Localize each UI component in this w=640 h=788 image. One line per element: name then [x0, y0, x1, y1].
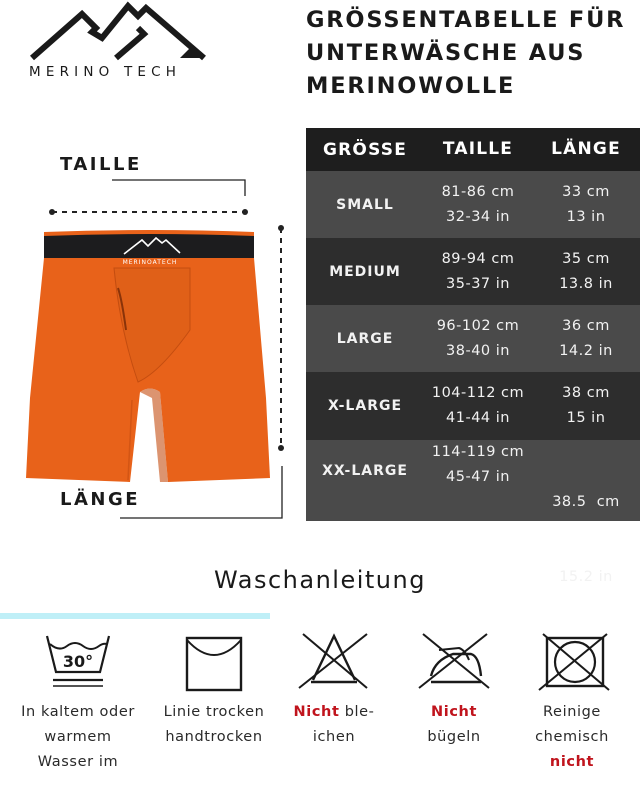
waist-in: 41-44 in [446, 410, 510, 426]
no-bleach-icon [289, 630, 379, 690]
waist-in: 32-34 in [446, 208, 510, 225]
waist-leader-line [112, 180, 245, 196]
care-item-no-dry-clean [508, 630, 636, 775]
size-cell: SMALL [336, 196, 394, 213]
header-waist: TAILLE [442, 139, 514, 159]
care-text-line: In kaltem oder [21, 704, 135, 720]
care-item-no-iron [390, 630, 518, 750]
warning-text: Nicht [431, 704, 477, 720]
size-cell: LARGE [336, 330, 394, 347]
length-in: 15 in [566, 410, 606, 426]
svg-text:MERINOATECH: MERINOATECH [122, 259, 178, 266]
table-row [306, 372, 640, 440]
no-iron-icon [409, 630, 499, 690]
care-text-rest: ble- [339, 704, 375, 720]
waist-cm: 89-94 cm [441, 250, 515, 267]
care-text-line: handtrocken [165, 729, 263, 745]
waist-cm: 114-119 cm [431, 444, 525, 460]
table-row [306, 440, 640, 585]
length-in: 14.2 in [559, 342, 613, 359]
waist-cm: 81-86 cm [441, 183, 515, 200]
waist-in: 35-37 in [446, 275, 510, 292]
care-text-line: ichen [312, 729, 356, 745]
length-cm: 38.5 cm [552, 494, 620, 510]
boxer-brief-illustration [0, 140, 300, 520]
care-text [14, 700, 142, 775]
waist-cell [424, 180, 532, 230]
care-text-line: bügeln [427, 729, 481, 745]
waist-cell [424, 247, 532, 297]
care-text-line: warmem [44, 729, 112, 745]
length-cell [532, 180, 640, 230]
waist-cm: 96-102 cm [436, 317, 520, 334]
care-item-line-dry [150, 630, 278, 750]
size-cell: X-LARGE [327, 398, 403, 414]
length-cell [532, 314, 640, 364]
warning-text: nicht [549, 754, 595, 770]
waist-cm: 104-112 cm [431, 385, 525, 401]
mountain-logo-icon [30, 2, 210, 60]
length-in: 13.8 in [559, 275, 613, 292]
wash-30-gentle-icon [43, 630, 113, 690]
care-text [270, 700, 398, 750]
wash-instructions-title: Waschanleitung [214, 566, 426, 594]
waist-in: 45-47 in [446, 469, 510, 485]
size-cell: MEDIUM [329, 263, 401, 280]
waist-in: 38-40 in [446, 342, 510, 359]
care-text-line [270, 700, 398, 725]
care-text-line: Wasser im [37, 754, 119, 770]
header-length: LÄNGE [551, 139, 621, 159]
care-text [508, 700, 636, 775]
length-cell [532, 247, 640, 297]
length-in: 15.2 in [559, 569, 613, 585]
care-item-no-bleach [270, 630, 398, 750]
care-text [390, 700, 518, 750]
brand-logo [28, 2, 208, 80]
length-cm: 33 cm [562, 183, 610, 200]
svg-text:30°: 30° [62, 652, 94, 671]
care-text-line: Reinige [543, 704, 601, 720]
title-line-3: MERINOWOLLE [306, 73, 516, 99]
size-table [306, 128, 640, 585]
length-cell [532, 381, 640, 431]
title-line-2: UNTERWÄSCHE AUS [306, 40, 586, 66]
brand-name: MERINO TECH [29, 64, 182, 80]
care-text-line: Linie trocken [163, 704, 265, 720]
care-text [150, 700, 278, 750]
table-row [306, 171, 640, 238]
length-cell [532, 440, 640, 640]
warning-text: Nicht [293, 704, 340, 720]
length-cm: 35 cm [562, 250, 610, 267]
length-in: 13 in [566, 208, 606, 225]
waist-cell [424, 440, 532, 490]
accent-bar [0, 613, 270, 619]
table-row [306, 238, 640, 305]
care-item-wash [14, 630, 142, 775]
care-text-line: chemisch [535, 729, 609, 745]
page-title [306, 4, 640, 103]
length-cm: 38 cm [562, 385, 610, 401]
size-cell: XX-LARGE [322, 463, 408, 479]
table-row [306, 305, 640, 372]
table-header [306, 128, 640, 171]
waist-cell [424, 314, 532, 364]
waist-label: TAILLE [60, 154, 142, 175]
line-dry-icon [179, 630, 249, 690]
title-line-1: GRÖSSENTABELLE FÜR [306, 7, 626, 33]
waist-cell [424, 381, 532, 431]
header-size: GRÖSSE [322, 139, 408, 160]
no-dry-clean-icon [527, 630, 617, 690]
length-cm: 36 cm [562, 317, 610, 334]
length-label: LÄNGE [60, 489, 141, 510]
